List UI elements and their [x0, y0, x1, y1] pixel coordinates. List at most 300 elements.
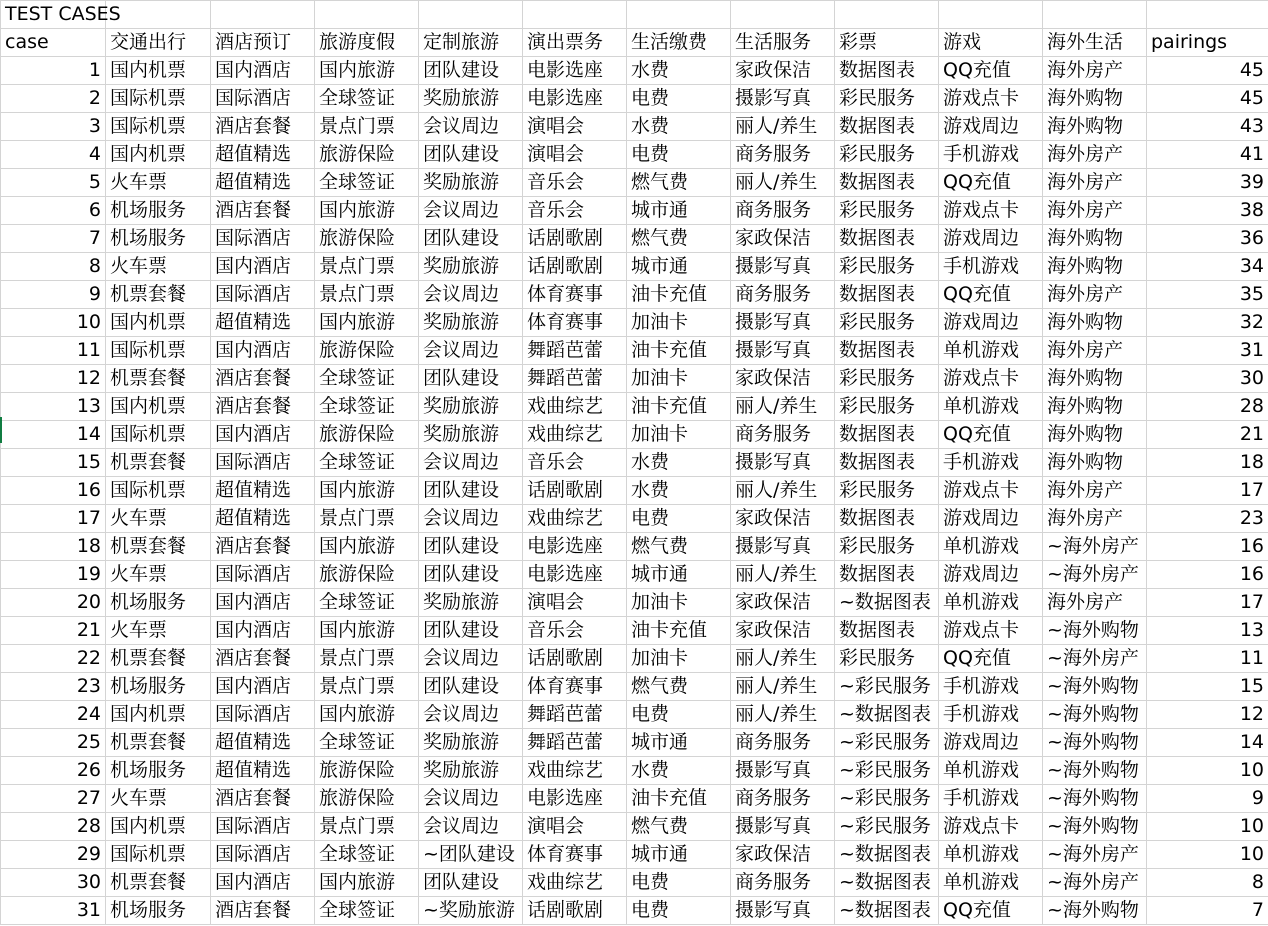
header-cell[interactable]: case [1, 29, 106, 57]
data-cell[interactable]: 电费 [627, 85, 731, 113]
pairings-cell[interactable]: 11 [1147, 645, 1268, 673]
data-cell[interactable]: 国内酒店 [211, 869, 315, 897]
header-cell[interactable]: 演出票务 [523, 29, 627, 57]
data-cell[interactable]: 会议周边 [419, 701, 523, 729]
data-cell[interactable]: 机场服务 [106, 673, 211, 701]
data-cell[interactable]: 家政保洁 [731, 365, 835, 393]
data-cell[interactable]: 火车票 [106, 169, 211, 197]
data-cell[interactable]: 家政保洁 [731, 225, 835, 253]
data-cell[interactable]: 游戏点卡 [939, 477, 1043, 505]
pairings-cell[interactable]: 32 [1147, 309, 1268, 337]
data-cell[interactable]: ~奖励旅游 [419, 897, 523, 925]
data-cell[interactable]: ~海外购物 [1043, 813, 1147, 841]
data-cell[interactable]: 全球签证 [315, 729, 419, 757]
case-number-cell[interactable]: 31 [1, 897, 106, 925]
data-cell[interactable]: 商务服务 [731, 197, 835, 225]
data-cell[interactable]: 商务服务 [731, 785, 835, 813]
data-cell[interactable]: 景点门票 [315, 673, 419, 701]
data-cell[interactable]: 海外房产 [1043, 141, 1147, 169]
data-cell[interactable]: 数据图表 [835, 421, 939, 449]
data-cell[interactable]: 游戏点卡 [939, 85, 1043, 113]
data-cell[interactable]: 国内旅游 [315, 57, 419, 85]
data-cell[interactable]: ~海外购物 [1043, 701, 1147, 729]
pairings-cell[interactable]: 35 [1147, 281, 1268, 309]
data-cell[interactable]: 机票套餐 [106, 869, 211, 897]
data-cell[interactable]: 彩民服务 [835, 393, 939, 421]
data-cell[interactable]: 国内酒店 [211, 253, 315, 281]
data-cell[interactable]: QQ充值 [939, 281, 1043, 309]
data-cell[interactable]: 手机游戏 [939, 141, 1043, 169]
data-cell[interactable]: ~数据图表 [835, 897, 939, 925]
data-cell[interactable]: 摄影写真 [731, 897, 835, 925]
data-cell[interactable]: 商务服务 [731, 281, 835, 309]
data-cell[interactable]: 城市通 [627, 253, 731, 281]
data-cell[interactable]: 团队建设 [419, 617, 523, 645]
data-cell[interactable]: 海外购物 [1043, 253, 1147, 281]
data-cell[interactable]: 海外房产 [1043, 337, 1147, 365]
data-cell[interactable]: 手机游戏 [939, 785, 1043, 813]
data-cell[interactable]: 摄影写真 [731, 253, 835, 281]
data-cell[interactable]: 机场服务 [106, 197, 211, 225]
pairings-cell[interactable]: 7 [1147, 897, 1268, 925]
data-cell[interactable]: 家政保洁 [731, 617, 835, 645]
header-cell[interactable]: 定制旅游 [419, 29, 523, 57]
pairings-cell[interactable]: 31 [1147, 337, 1268, 365]
data-cell[interactable]: 海外购物 [1043, 225, 1147, 253]
data-cell[interactable]: 商务服务 [731, 421, 835, 449]
pairings-cell[interactable]: 21 [1147, 421, 1268, 449]
data-cell[interactable]: 旅游保险 [315, 141, 419, 169]
data-cell[interactable]: QQ充值 [939, 645, 1043, 673]
data-cell[interactable]: 机票套餐 [106, 729, 211, 757]
data-cell[interactable]: 国内机票 [106, 57, 211, 85]
data-cell[interactable]: 油卡充值 [627, 785, 731, 813]
data-cell[interactable]: 国内酒店 [211, 673, 315, 701]
data-cell[interactable]: 机场服务 [106, 897, 211, 925]
empty-cell[interactable] [627, 1, 731, 29]
data-cell[interactable]: 国际酒店 [211, 449, 315, 477]
data-cell[interactable]: 游戏周边 [939, 561, 1043, 589]
data-cell[interactable]: 海外购物 [1043, 85, 1147, 113]
case-number-cell[interactable]: 1 [1, 57, 106, 85]
data-cell[interactable]: 奖励旅游 [419, 169, 523, 197]
data-cell[interactable]: 戏曲综艺 [523, 393, 627, 421]
data-cell[interactable]: 丽人/养生 [731, 561, 835, 589]
data-cell[interactable]: 旅游保险 [315, 337, 419, 365]
data-cell[interactable]: 演唱会 [523, 813, 627, 841]
data-cell[interactable]: 机票套餐 [106, 533, 211, 561]
data-cell[interactable]: 话剧歌剧 [523, 225, 627, 253]
data-cell[interactable]: 海外房产 [1043, 281, 1147, 309]
data-cell[interactable]: 彩民服务 [835, 533, 939, 561]
data-cell[interactable]: 摄影写真 [731, 757, 835, 785]
data-cell[interactable]: 水费 [627, 449, 731, 477]
data-cell[interactable]: 旅游保险 [315, 225, 419, 253]
data-cell[interactable]: 舞蹈芭蕾 [523, 365, 627, 393]
data-cell[interactable]: 游戏点卡 [939, 365, 1043, 393]
data-cell[interactable]: 海外房产 [1043, 477, 1147, 505]
pairings-cell[interactable]: 13 [1147, 617, 1268, 645]
case-number-cell[interactable]: 15 [1, 449, 106, 477]
data-cell[interactable]: ~数据图表 [835, 589, 939, 617]
data-cell[interactable]: 全球签证 [315, 365, 419, 393]
data-cell[interactable]: 旅游保险 [315, 561, 419, 589]
data-cell[interactable]: ~海外购物 [1043, 785, 1147, 813]
data-cell[interactable]: 会议周边 [419, 197, 523, 225]
data-cell[interactable]: 燃气费 [627, 813, 731, 841]
data-cell[interactable]: 全球签证 [315, 841, 419, 869]
data-cell[interactable]: 演唱会 [523, 589, 627, 617]
case-number-cell[interactable]: 4 [1, 141, 106, 169]
header-cell[interactable]: 生活服务 [731, 29, 835, 57]
data-cell[interactable]: 城市通 [627, 561, 731, 589]
data-cell[interactable]: 超值精选 [211, 309, 315, 337]
data-cell[interactable]: 酒店套餐 [211, 393, 315, 421]
data-cell[interactable]: 单机游戏 [939, 393, 1043, 421]
data-cell[interactable]: ~数据图表 [835, 701, 939, 729]
case-number-cell[interactable]: 9 [1, 281, 106, 309]
pairings-cell[interactable]: 17 [1147, 589, 1268, 617]
data-cell[interactable]: 城市通 [627, 729, 731, 757]
data-cell[interactable]: 油卡充值 [627, 393, 731, 421]
data-cell[interactable]: 体育赛事 [523, 281, 627, 309]
case-number-cell[interactable]: 12 [1, 365, 106, 393]
data-cell[interactable]: 数据图表 [835, 281, 939, 309]
empty-cell[interactable] [939, 1, 1043, 29]
data-cell[interactable]: ~海外购物 [1043, 673, 1147, 701]
data-cell[interactable]: 海外购物 [1043, 449, 1147, 477]
pairings-cell[interactable]: 12 [1147, 701, 1268, 729]
data-cell[interactable]: 国内旅游 [315, 477, 419, 505]
data-cell[interactable]: 戏曲综艺 [523, 869, 627, 897]
data-cell[interactable]: 奖励旅游 [419, 589, 523, 617]
case-number-cell[interactable]: 26 [1, 757, 106, 785]
pairings-cell[interactable]: 10 [1147, 757, 1268, 785]
empty-cell[interactable] [315, 1, 419, 29]
data-cell[interactable]: 电影选座 [523, 85, 627, 113]
data-cell[interactable]: 话剧歌剧 [523, 645, 627, 673]
data-cell[interactable]: ~海外房产 [1043, 533, 1147, 561]
case-number-cell[interactable]: 24 [1, 701, 106, 729]
pairings-cell[interactable]: 16 [1147, 561, 1268, 589]
data-cell[interactable]: 丽人/养生 [731, 113, 835, 141]
data-cell[interactable]: 彩民服务 [835, 645, 939, 673]
data-cell[interactable]: 团队建设 [419, 561, 523, 589]
data-cell[interactable]: 超值精选 [211, 757, 315, 785]
data-cell[interactable]: 电费 [627, 505, 731, 533]
data-cell[interactable]: 摄影写真 [731, 85, 835, 113]
pairings-cell[interactable]: 45 [1147, 85, 1268, 113]
pairings-cell[interactable]: 39 [1147, 169, 1268, 197]
data-cell[interactable]: 会议周边 [419, 337, 523, 365]
data-cell[interactable]: 商务服务 [731, 869, 835, 897]
data-cell[interactable]: QQ充值 [939, 897, 1043, 925]
data-cell[interactable]: 超值精选 [211, 729, 315, 757]
data-cell[interactable]: 全球签证 [315, 449, 419, 477]
data-cell[interactable]: 家政保洁 [731, 841, 835, 869]
case-number-cell[interactable]: 6 [1, 197, 106, 225]
header-cell[interactable]: 游戏 [939, 29, 1043, 57]
data-cell[interactable]: 数据图表 [835, 449, 939, 477]
data-cell[interactable]: 旅游保险 [315, 421, 419, 449]
data-cell[interactable]: 单机游戏 [939, 533, 1043, 561]
data-cell[interactable]: 国内机票 [106, 813, 211, 841]
case-number-cell[interactable]: 16 [1, 477, 106, 505]
data-cell[interactable]: 会议周边 [419, 505, 523, 533]
data-cell[interactable]: 海外房产 [1043, 505, 1147, 533]
data-cell[interactable]: 游戏周边 [939, 505, 1043, 533]
data-cell[interactable]: 酒店套餐 [211, 365, 315, 393]
data-cell[interactable]: 燃气费 [627, 225, 731, 253]
data-cell[interactable]: 家政保洁 [731, 57, 835, 85]
case-number-cell[interactable]: 10 [1, 309, 106, 337]
data-cell[interactable]: 丽人/养生 [731, 477, 835, 505]
data-cell[interactable]: 国内酒店 [211, 589, 315, 617]
data-cell[interactable]: 音乐会 [523, 617, 627, 645]
data-cell[interactable]: 火车票 [106, 253, 211, 281]
data-cell[interactable]: 音乐会 [523, 197, 627, 225]
data-cell[interactable]: 国际酒店 [211, 225, 315, 253]
data-cell[interactable]: ~海外购物 [1043, 897, 1147, 925]
case-number-cell[interactable]: 5 [1, 169, 106, 197]
data-cell[interactable]: 国际机票 [106, 85, 211, 113]
data-cell[interactable]: 国内旅游 [315, 617, 419, 645]
data-cell[interactable]: 酒店套餐 [211, 197, 315, 225]
data-cell[interactable]: 国内机票 [106, 701, 211, 729]
data-cell[interactable]: ~海外房产 [1043, 645, 1147, 673]
data-cell[interactable]: 全球签证 [315, 393, 419, 421]
data-cell[interactable]: 机场服务 [106, 757, 211, 785]
data-cell[interactable]: 团队建设 [419, 533, 523, 561]
data-cell[interactable]: 体育赛事 [523, 841, 627, 869]
data-cell[interactable]: 舞蹈芭蕾 [523, 701, 627, 729]
data-cell[interactable]: 景点门票 [315, 113, 419, 141]
data-cell[interactable]: 景点门票 [315, 281, 419, 309]
data-cell[interactable]: 国际酒店 [211, 813, 315, 841]
data-cell[interactable]: 家政保洁 [731, 589, 835, 617]
empty-cell[interactable] [1043, 1, 1147, 29]
data-cell[interactable]: 彩民服务 [835, 253, 939, 281]
pairings-cell[interactable]: 16 [1147, 533, 1268, 561]
data-cell[interactable]: 电费 [627, 897, 731, 925]
data-cell[interactable]: 手机游戏 [939, 673, 1043, 701]
data-cell[interactable]: 音乐会 [523, 449, 627, 477]
header-cell[interactable]: 生活缴费 [627, 29, 731, 57]
pairings-cell[interactable]: 45 [1147, 57, 1268, 85]
data-cell[interactable]: 彩民服务 [835, 477, 939, 505]
data-cell[interactable]: 戏曲综艺 [523, 505, 627, 533]
pairings-cell[interactable]: 38 [1147, 197, 1268, 225]
data-cell[interactable]: ~海外购物 [1043, 617, 1147, 645]
data-cell[interactable]: 加油卡 [627, 589, 731, 617]
data-cell[interactable]: 话剧歌剧 [523, 477, 627, 505]
data-cell[interactable]: 丽人/养生 [731, 673, 835, 701]
data-cell[interactable]: 酒店套餐 [211, 645, 315, 673]
data-cell[interactable]: ~海外购物 [1043, 729, 1147, 757]
data-cell[interactable]: 音乐会 [523, 169, 627, 197]
data-cell[interactable]: ~数据图表 [835, 841, 939, 869]
data-cell[interactable]: 丽人/养生 [731, 393, 835, 421]
data-cell[interactable]: 海外购物 [1043, 365, 1147, 393]
data-cell[interactable]: 体育赛事 [523, 673, 627, 701]
data-cell[interactable]: QQ充值 [939, 421, 1043, 449]
data-cell[interactable]: 水费 [627, 113, 731, 141]
data-cell[interactable]: 景点门票 [315, 813, 419, 841]
case-number-cell[interactable]: 3 [1, 113, 106, 141]
data-cell[interactable]: 数据图表 [835, 337, 939, 365]
data-cell[interactable]: 国际酒店 [211, 561, 315, 589]
case-number-cell[interactable]: 22 [1, 645, 106, 673]
data-cell[interactable]: 奖励旅游 [419, 253, 523, 281]
data-cell[interactable]: 旅游保险 [315, 757, 419, 785]
data-cell[interactable]: 数据图表 [835, 505, 939, 533]
data-cell[interactable]: 数据图表 [835, 617, 939, 645]
empty-cell[interactable] [731, 1, 835, 29]
data-cell[interactable]: 景点门票 [315, 505, 419, 533]
data-cell[interactable]: ~彩民服务 [835, 673, 939, 701]
data-cell[interactable]: 摄影写真 [731, 813, 835, 841]
data-cell[interactable]: 水费 [627, 477, 731, 505]
data-cell[interactable]: 机票套餐 [106, 281, 211, 309]
data-cell[interactable]: 会议周边 [419, 785, 523, 813]
data-cell[interactable]: 演唱会 [523, 141, 627, 169]
data-cell[interactable]: ~海外房产 [1043, 841, 1147, 869]
empty-cell[interactable] [211, 1, 315, 29]
data-cell[interactable]: 旅游保险 [315, 785, 419, 813]
data-cell[interactable]: 超值精选 [211, 477, 315, 505]
data-cell[interactable]: 单机游戏 [939, 589, 1043, 617]
data-cell[interactable]: 团队建设 [419, 673, 523, 701]
data-cell[interactable]: 国内旅游 [315, 309, 419, 337]
case-number-cell[interactable]: 23 [1, 673, 106, 701]
data-cell[interactable]: 话剧歌剧 [523, 253, 627, 281]
data-cell[interactable]: 团队建设 [419, 869, 523, 897]
data-cell[interactable]: 城市通 [627, 841, 731, 869]
data-cell[interactable]: 机票套餐 [106, 449, 211, 477]
data-cell[interactable]: 酒店套餐 [211, 785, 315, 813]
case-number-cell[interactable]: 8 [1, 253, 106, 281]
data-cell[interactable]: ~彩民服务 [835, 785, 939, 813]
header-cell[interactable]: pairings [1147, 29, 1268, 57]
data-cell[interactable]: 全球签证 [315, 897, 419, 925]
header-cell[interactable]: 彩票 [835, 29, 939, 57]
data-cell[interactable]: 城市通 [627, 197, 731, 225]
case-number-cell[interactable]: 28 [1, 813, 106, 841]
pairings-cell[interactable]: 15 [1147, 673, 1268, 701]
data-cell[interactable]: 超值精选 [211, 169, 315, 197]
data-cell[interactable]: 商务服务 [731, 729, 835, 757]
data-cell[interactable]: 油卡充值 [627, 281, 731, 309]
data-cell[interactable]: 电费 [627, 141, 731, 169]
data-cell[interactable]: 丽人/养生 [731, 701, 835, 729]
data-cell[interactable]: 体育赛事 [523, 309, 627, 337]
data-cell[interactable]: 酒店套餐 [211, 897, 315, 925]
data-cell[interactable]: ~彩民服务 [835, 757, 939, 785]
data-cell[interactable]: 摄影写真 [731, 449, 835, 477]
data-cell[interactable]: 油卡充值 [627, 337, 731, 365]
data-cell[interactable]: 舞蹈芭蕾 [523, 729, 627, 757]
data-cell[interactable]: 电影选座 [523, 785, 627, 813]
data-cell[interactable]: 燃气费 [627, 169, 731, 197]
data-cell[interactable]: 机场服务 [106, 225, 211, 253]
case-number-cell[interactable]: 30 [1, 869, 106, 897]
data-cell[interactable]: 国内酒店 [211, 617, 315, 645]
data-cell[interactable]: 戏曲综艺 [523, 757, 627, 785]
data-cell[interactable]: 景点门票 [315, 645, 419, 673]
data-cell[interactable]: 火车票 [106, 617, 211, 645]
data-cell[interactable]: 国际机票 [106, 477, 211, 505]
data-cell[interactable]: 戏曲综艺 [523, 421, 627, 449]
data-cell[interactable]: 游戏点卡 [939, 617, 1043, 645]
data-cell[interactable]: 加油卡 [627, 421, 731, 449]
case-number-cell[interactable]: 7 [1, 225, 106, 253]
data-cell[interactable]: 机票套餐 [106, 365, 211, 393]
case-number-cell[interactable]: 19 [1, 561, 106, 589]
data-cell[interactable]: 奖励旅游 [419, 729, 523, 757]
data-cell[interactable]: 国际机票 [106, 337, 211, 365]
data-cell[interactable]: 海外购物 [1043, 421, 1147, 449]
data-cell[interactable]: 单机游戏 [939, 841, 1043, 869]
data-cell[interactable]: 团队建设 [419, 477, 523, 505]
data-cell[interactable]: 丽人/养生 [731, 645, 835, 673]
header-cell[interactable]: 海外生活 [1043, 29, 1147, 57]
data-cell[interactable]: 团队建设 [419, 57, 523, 85]
data-cell[interactable]: 团队建设 [419, 141, 523, 169]
data-cell[interactable]: 商务服务 [731, 141, 835, 169]
data-cell[interactable]: 火车票 [106, 785, 211, 813]
data-cell[interactable]: 海外购物 [1043, 309, 1147, 337]
data-cell[interactable]: 国内酒店 [211, 337, 315, 365]
pairings-cell[interactable]: 43 [1147, 113, 1268, 141]
data-cell[interactable]: 手机游戏 [939, 701, 1043, 729]
empty-cell[interactable] [106, 1, 211, 29]
data-cell[interactable]: 话剧歌剧 [523, 897, 627, 925]
data-cell[interactable]: 会议周边 [419, 449, 523, 477]
data-cell[interactable]: 国际酒店 [211, 841, 315, 869]
data-cell[interactable]: 奖励旅游 [419, 85, 523, 113]
data-cell[interactable]: 火车票 [106, 505, 211, 533]
case-number-cell[interactable]: 25 [1, 729, 106, 757]
pairings-cell[interactable]: 30 [1147, 365, 1268, 393]
data-cell[interactable]: 火车票 [106, 561, 211, 589]
pairings-cell[interactable]: 10 [1147, 813, 1268, 841]
data-cell[interactable]: 国内旅游 [315, 701, 419, 729]
data-cell[interactable]: ~彩民服务 [835, 729, 939, 757]
data-cell[interactable]: 国内旅游 [315, 197, 419, 225]
data-cell[interactable]: 游戏周边 [939, 729, 1043, 757]
data-cell[interactable]: 游戏周边 [939, 113, 1043, 141]
empty-cell[interactable] [1147, 1, 1268, 29]
data-cell[interactable]: 电影选座 [523, 561, 627, 589]
data-cell[interactable]: 奖励旅游 [419, 757, 523, 785]
data-cell[interactable]: ~团队建设 [419, 841, 523, 869]
header-cell[interactable]: 酒店预订 [211, 29, 315, 57]
pairings-cell[interactable]: 14 [1147, 729, 1268, 757]
data-cell[interactable]: ~数据图表 [835, 869, 939, 897]
case-number-cell[interactable]: 17 [1, 505, 106, 533]
data-cell[interactable]: QQ充值 [939, 57, 1043, 85]
data-cell[interactable]: 会议周边 [419, 813, 523, 841]
data-cell[interactable]: 奖励旅游 [419, 421, 523, 449]
data-cell[interactable]: 数据图表 [835, 113, 939, 141]
data-cell[interactable]: 单机游戏 [939, 337, 1043, 365]
pairings-cell[interactable]: 36 [1147, 225, 1268, 253]
data-cell[interactable]: 国际机票 [106, 841, 211, 869]
data-cell[interactable]: 游戏点卡 [939, 813, 1043, 841]
data-cell[interactable]: 数据图表 [835, 169, 939, 197]
case-number-cell[interactable]: 18 [1, 533, 106, 561]
pairings-cell[interactable]: 23 [1147, 505, 1268, 533]
